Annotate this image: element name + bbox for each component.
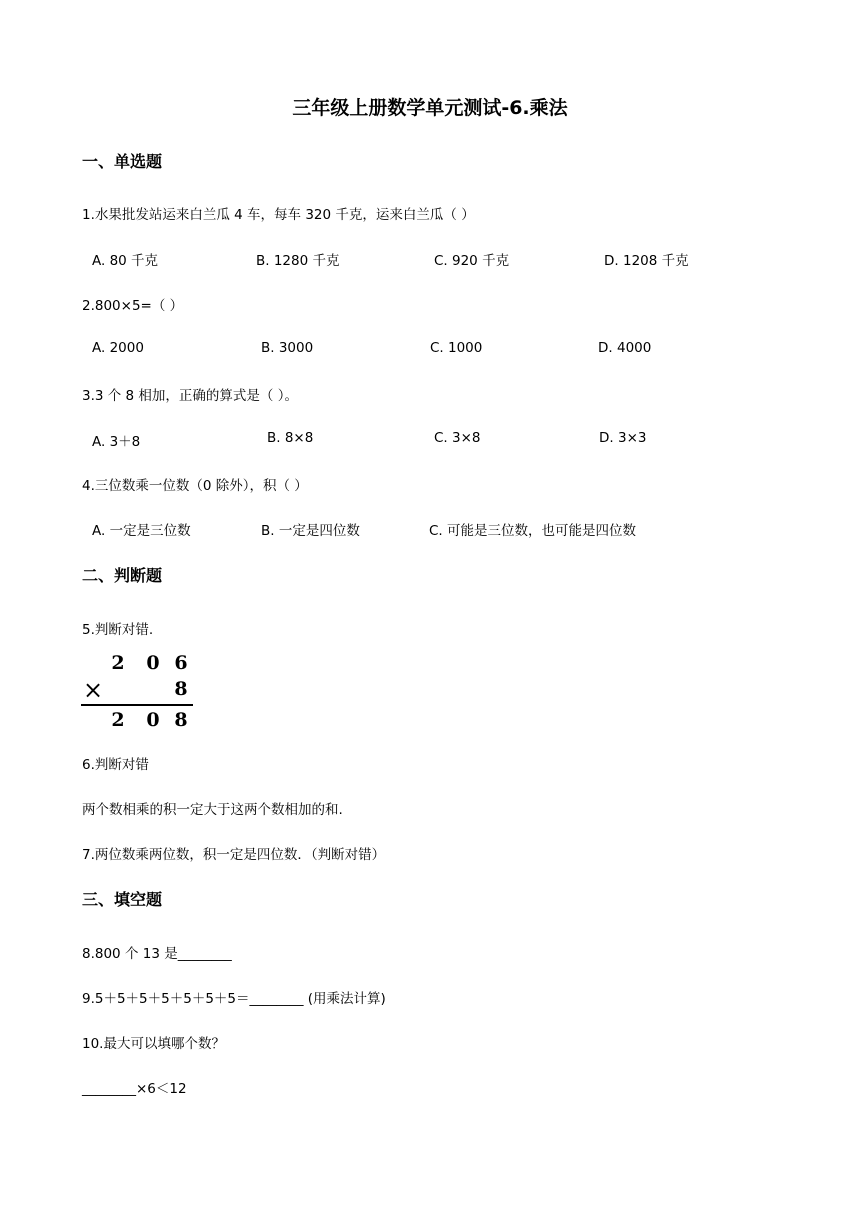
product-digit-ones: 8 <box>174 709 188 731</box>
q3-option-a: A. 3＋8 <box>92 434 141 450</box>
q1-option-a: A. 80 千克 <box>92 253 159 269</box>
q3-option-b: B. 8×8 <box>267 430 314 446</box>
q2-option-c: C. 1000 <box>430 340 483 356</box>
question-9: 9.5＋5＋5＋5＋5＋5＋5＝________ (用乘法计算) <box>82 991 386 1007</box>
q2-option-b: B. 3000 <box>261 340 314 356</box>
result-rule-line <box>81 704 193 706</box>
q3-option-d: D. 3×3 <box>599 430 647 446</box>
q2-option-a: A. 2000 <box>92 340 144 356</box>
section-heading-fill-blank: 三、填空题 <box>82 890 163 909</box>
q4-option-c: C. 可能是三位数，也可能是四位数 <box>429 523 637 539</box>
vertical-multiplication <box>80 652 195 734</box>
section-heading-single-choice: 一、单选题 <box>82 152 163 171</box>
multiply-sign: × <box>83 676 104 704</box>
section-heading-true-false: 二、判断题 <box>82 566 163 585</box>
q3-option-c: C. 3×8 <box>434 430 481 446</box>
multiplicand-digit-ones: 6 <box>174 652 188 674</box>
question-2: 2.800×5=（ ） <box>82 298 184 314</box>
q1-option-c: C. 920 千克 <box>434 253 510 269</box>
question-10: 10.最大可以填哪个数？ <box>82 1036 225 1052</box>
question-3: 3.3 个 8 相加，正确的算式是（ ）。 <box>82 388 298 404</box>
page-title: 三年级上册数学单元测试-6.乘法 <box>292 97 568 119</box>
multiplier-digit: 8 <box>174 678 188 700</box>
multiplicand-digit-tens: 0 <box>146 652 160 674</box>
question-6: 6.判断对错 <box>82 757 149 773</box>
q4-option-b: B. 一定是四位数 <box>261 523 360 539</box>
product-digit-tens: 0 <box>146 709 160 731</box>
question-5: 5.判断对错. <box>82 622 154 638</box>
question-4: 4.三位数乘一位数（0 除外），积（ ） <box>82 478 308 494</box>
q2-option-d: D. 4000 <box>598 340 652 356</box>
q4-option-a: A. 一定是三位数 <box>92 523 191 539</box>
question-10-expression: ________×6＜12 <box>82 1081 187 1097</box>
product-digit-hundreds: 2 <box>111 709 125 731</box>
question-7: 7.两位数乘两位数，积一定是四位数．（判断对错） <box>82 847 386 863</box>
q1-option-d: D. 1208 千克 <box>604 253 689 269</box>
question-1: 1.水果批发站运来白兰瓜 4 车，每车 320 千克，运来白兰瓜（ ） <box>82 207 475 223</box>
multiplicand-digit-hundreds: 2 <box>111 652 125 674</box>
q1-option-b: B. 1280 千克 <box>256 253 340 269</box>
question-6-statement: 两个数相乘的积一定大于这两个数相加的和. <box>82 802 343 818</box>
question-8: 8.800 个 13 是________ <box>82 946 232 962</box>
